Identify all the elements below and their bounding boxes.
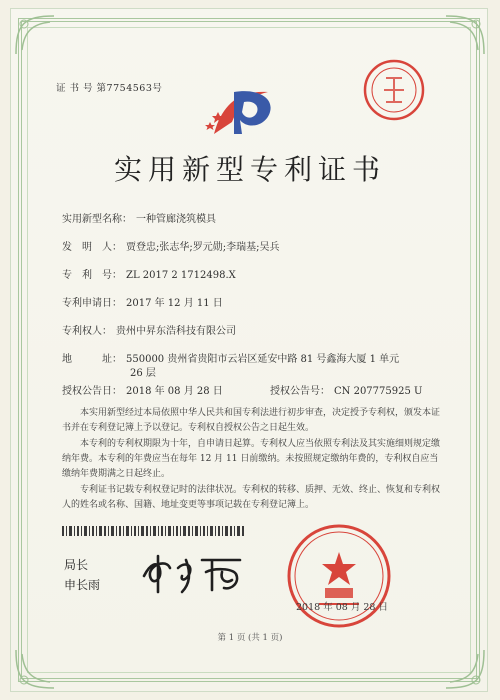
field-value: 贵州中昇东浩科技有限公司 — [116, 326, 236, 337]
field-value: CN 207775925 U — [334, 386, 423, 397]
announce-date-row — [62, 382, 223, 397]
field-value: 2018 年 08 月 28 日 — [126, 386, 223, 397]
field-label: 地 址： — [62, 354, 122, 365]
address-row — [62, 350, 399, 365]
corner-ornament — [14, 14, 56, 56]
barcode-icon — [62, 526, 246, 536]
field-value: 2017 年 12 月 11 日 — [126, 298, 223, 309]
field-label: 专利权人： — [62, 326, 112, 337]
body-paragraph: 专利证书记载专利权登记时的法律状况。专利权的转移、质押、无效、终止、恢复和专利权人的姓名或名称、国籍、地址变更等事项记载在专利登记簿上。 — [62, 485, 441, 510]
seal-date: 2018 年 08 月 28 日 — [296, 602, 388, 613]
director-title: 局长 — [64, 558, 89, 572]
field-value: 贾登忠;张志华;罗元勋;李瑞基;吴兵 — [126, 242, 280, 253]
filing-date-row — [62, 294, 223, 309]
field-value: 26 层 — [130, 368, 156, 379]
field-value: ZL 2017 2 1712498.X — [126, 270, 236, 281]
field-label: 发 明 人： — [62, 242, 122, 253]
address-row-continued — [126, 364, 156, 379]
certificate-number: 证 书 号 第7754563号 — [56, 83, 163, 94]
national-ipa-seal-icon — [285, 522, 393, 630]
field-value: 550000 贵州省贵阳市云岩区延安中路 81 号鑫海大厦 1 单元 — [126, 354, 400, 365]
field-label: 专利申请日： — [62, 298, 122, 309]
field-value: 一种管廊浇筑模具 — [136, 214, 216, 225]
patentee-row — [62, 322, 236, 337]
body-paragraph: 本实用新型经过本局依照中华人民共和国专利法进行初步审查，决定授予专利权，颁发本证书并在专利登记簿上予以登记。专利权自授权公告之日起生效。 — [62, 408, 441, 433]
body-paragraph: 本专利的专利权期限为十年，自申请日起算。专利权人应当依照专利法及其实施细则规定缴纳年费。本专利的年费应当在每年 12 月 11 日前缴纳。未按照规定缴纳年费的，专利权自应当缴纳年费期满之日起终止。 — [62, 439, 441, 479]
inventor-row — [62, 238, 279, 253]
patent-office-logo-icon — [204, 82, 276, 138]
corner-ornament — [444, 14, 486, 56]
field-label: 授权公告日： — [62, 386, 122, 397]
authorization-seal-icon — [362, 58, 426, 122]
page-indicator: 第 1 页 (共 1 页) — [217, 633, 283, 643]
corner-ornament — [444, 648, 486, 690]
field-label: 授权公告号： — [270, 386, 330, 397]
field-label: 实用新型名称： — [62, 214, 132, 225]
corner-ornament — [14, 648, 56, 690]
utility-name-row — [62, 210, 216, 225]
announce-number-row — [270, 382, 422, 397]
patent-number-row — [62, 266, 236, 281]
director-signature-icon — [136, 546, 256, 600]
page-title: 实用新型专利证书 — [113, 153, 386, 186]
director-name: 申长雨 — [64, 578, 101, 592]
field-label: 专 利 号： — [62, 270, 122, 281]
